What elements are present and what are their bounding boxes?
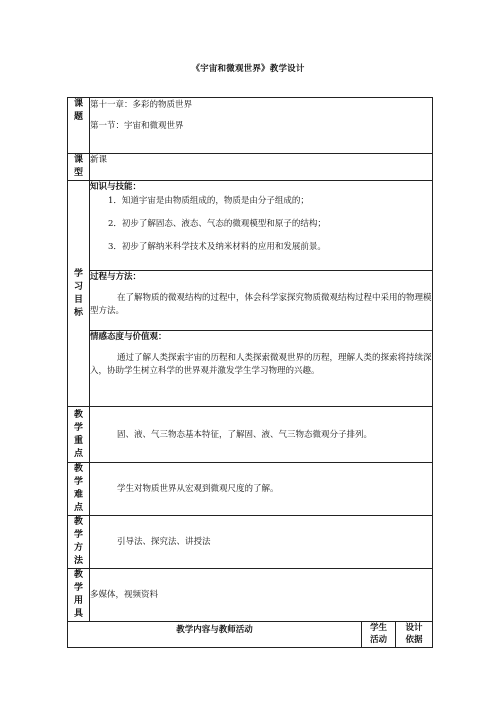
row-key-points <box>68 407 433 463</box>
label-char: 习 <box>73 281 83 292</box>
knowledge-item: 1．知道宇宙是由物质组成的，物质是由分子组成的； <box>108 196 309 206</box>
content-activities-header <box>68 622 362 648</box>
tools-content <box>90 569 433 622</box>
student-activities-header <box>362 622 396 648</box>
label-char: 具 <box>73 609 83 619</box>
row-tools <box>68 569 433 622</box>
knowledge-item: 2．初步了解固态、液态、气态的微观模型和原子的结构； <box>108 219 326 229</box>
row-type <box>68 154 433 181</box>
row-objectives-attitude <box>68 331 433 407</box>
attitude-heading: 情感态度与价值观： <box>90 332 167 342</box>
label-char: 法 <box>73 556 83 566</box>
label-char: 教 <box>73 570 83 580</box>
methods-value: 引导法、探究法、讲授法 <box>117 537 211 547</box>
row-difficulties <box>68 463 433 516</box>
row-footer-headers <box>68 622 433 648</box>
label-char: 标 <box>73 307 83 318</box>
knowledge-item: 3．初步了解纳米科学技术及纳米材料的应用和发展前景。 <box>108 242 326 252</box>
header-line: 学生 <box>369 623 387 633</box>
row-methods <box>68 516 433 569</box>
header-line: 依据 <box>405 635 423 645</box>
label-char: 学 <box>73 268 83 279</box>
label-char: 重 <box>73 435 83 446</box>
type-value: 新课 <box>90 155 108 165</box>
header-line: 活动 <box>369 635 387 645</box>
row-objectives-knowledge <box>68 181 433 271</box>
label-char: 学 <box>73 583 83 593</box>
label-char: 教 <box>73 464 83 474</box>
label-type <box>68 154 90 181</box>
label-char: 点 <box>73 503 83 513</box>
knowledge-content <box>90 181 433 271</box>
label-char: 目 <box>73 294 83 305</box>
label-char: 课 <box>73 99 83 109</box>
topic-content <box>90 98 433 154</box>
label-topic <box>68 98 90 154</box>
attitude-text: 通过了解人类探索宇宙的历程和人类探索微观世界的历程，理解人类的探索将持续深入，协助学生树立科学的世界观并激发学生学习物理的兴趣。 <box>90 353 432 376</box>
knowledge-heading: 知识与技能： <box>90 182 142 192</box>
lesson-plan-table <box>67 97 433 648</box>
attitude-content <box>90 331 433 407</box>
design-basis-header <box>396 622 433 648</box>
label-char: 教 <box>73 409 83 420</box>
label-char: 教 <box>73 517 83 527</box>
label-difficulties <box>68 463 90 516</box>
process-text: 在了解物质的微观结构的过程中，体会科学家探究物质微观结构过程中采用的物理模型方法。 <box>90 293 432 316</box>
label-char: 课 <box>73 155 83 165</box>
label-char: 学 <box>73 477 83 487</box>
row-topic <box>68 98 433 154</box>
document-title: 《宇宙和微观世界》教学设计 <box>191 64 305 74</box>
label-methods <box>68 516 90 569</box>
label-char: 难 <box>73 490 83 500</box>
label-char: 题 <box>73 112 83 122</box>
label-char: 学 <box>73 422 83 433</box>
difficulties-content <box>90 463 433 516</box>
difficulties-value: 学生对物质世界从宏观到微观尺度的了解。 <box>117 484 279 494</box>
key-points-content <box>90 407 433 463</box>
methods-content <box>90 516 433 569</box>
label-objectives <box>68 181 90 407</box>
label-char: 型 <box>73 168 83 178</box>
label-char: 点 <box>73 448 83 459</box>
label-char: 方 <box>73 543 83 553</box>
label-key-points <box>68 407 90 463</box>
header-line: 设计 <box>405 623 423 633</box>
type-content <box>90 154 433 181</box>
process-heading: 过程与方法： <box>90 272 142 282</box>
chapter-text: 第十一章：多彩的物质世界 <box>90 100 193 110</box>
tools-value: 多媒体，视频资料 <box>90 590 159 600</box>
label-char: 学 <box>73 530 83 540</box>
process-content <box>90 271 433 331</box>
row-objectives-process <box>68 271 433 331</box>
label-tools <box>68 569 90 622</box>
key-points-value: 固、液、气三物态基本特征，了解固、液、气三物态微观分子排列。 <box>117 429 373 440</box>
section-text: 第一节：宇宙和微观世界 <box>90 121 184 131</box>
label-char: 用 <box>73 596 83 606</box>
content-header-text: 教学内容与教师活动 <box>176 625 253 635</box>
